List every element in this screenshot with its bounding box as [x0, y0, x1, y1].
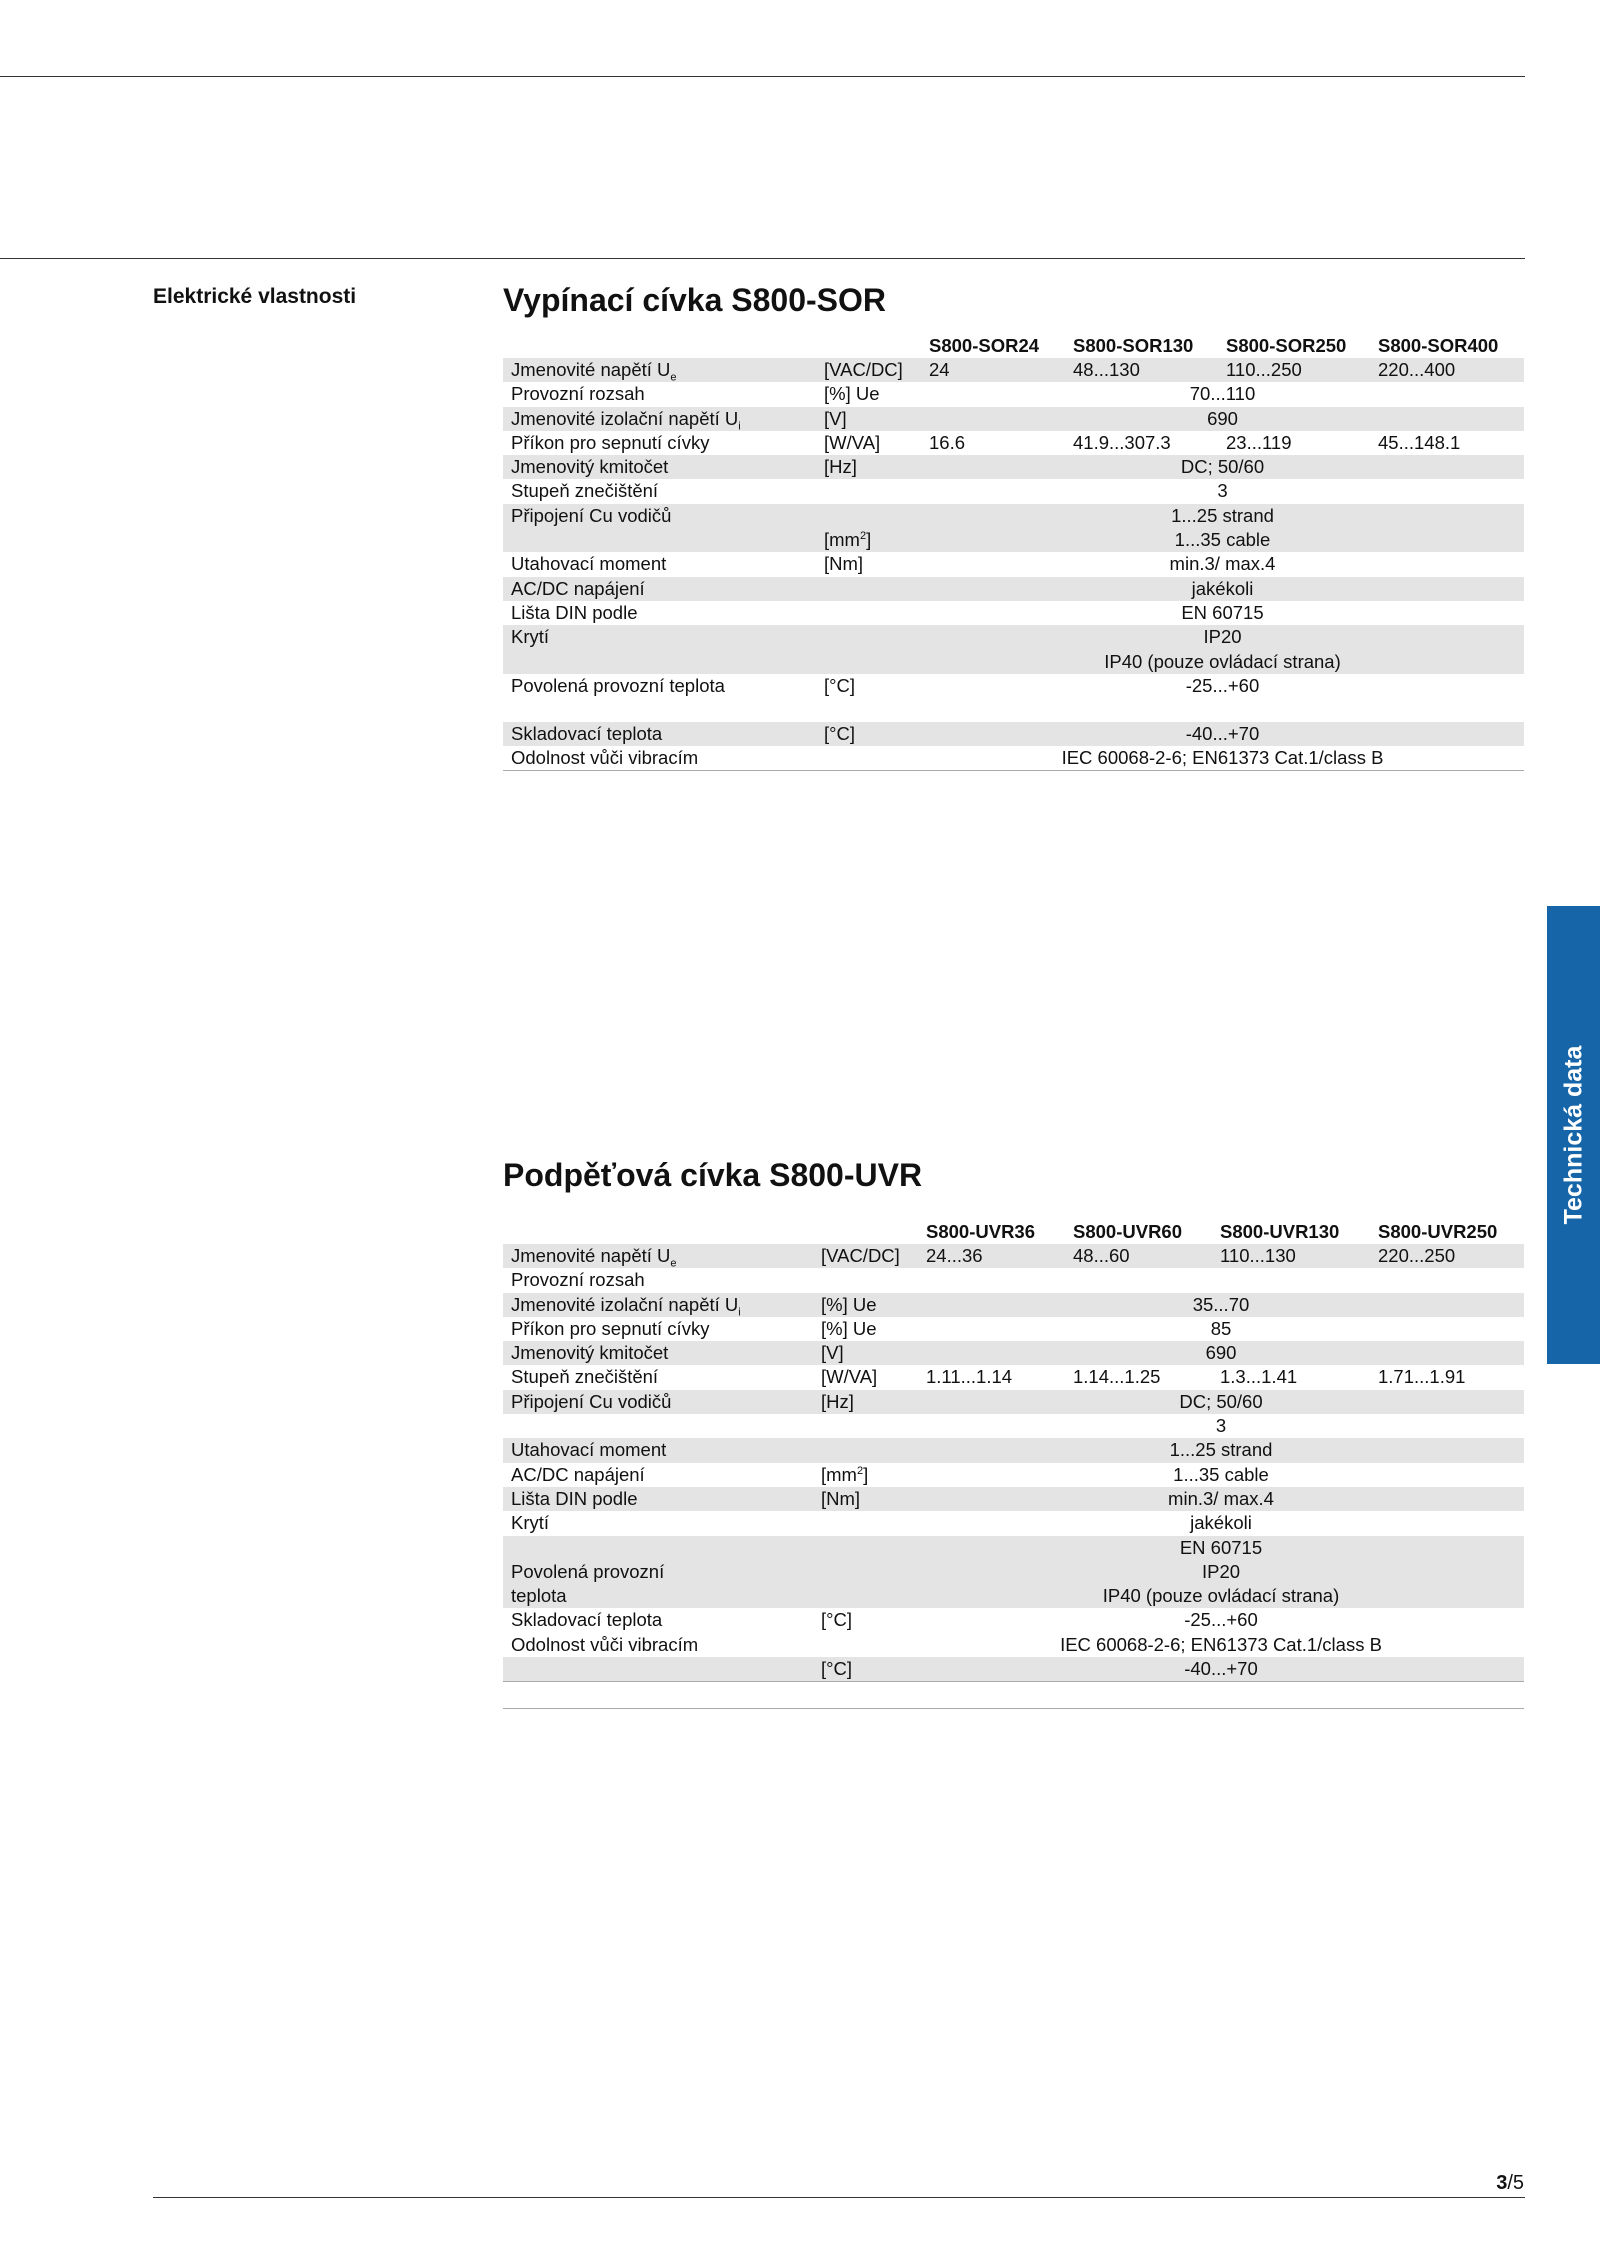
parameter-name: Jmenovité napětí $U_e$	[503, 1244, 813, 1268]
value-cell: 1...35 cable	[1173, 1463, 1269, 1485]
unit-cell	[816, 577, 921, 601]
parameter-name: Stupeň znečištění	[511, 480, 659, 502]
parameter-name: Utahovací moment	[503, 1438, 813, 1462]
unit-cell: [VAC/DC]	[813, 1244, 918, 1268]
unit-cell	[813, 1584, 918, 1608]
column-header: S800-SOR250	[1226, 335, 1347, 356]
top-rule	[0, 76, 1525, 77]
sor-spec-table	[503, 334, 1524, 771]
unit-cell	[816, 650, 921, 674]
value-cell: IP20	[918, 1560, 1524, 1584]
value-cell: 35...70	[918, 1293, 1524, 1317]
value-cell: -25...+60	[1184, 1609, 1258, 1631]
unit-cell: [W/VA]	[824, 431, 881, 453]
value-cell: IEC 60068-2-6; EN61373 Cat.1/class B	[921, 746, 1524, 771]
unit-cell: [Hz]	[816, 455, 921, 479]
value-cell: 48...130	[1065, 358, 1218, 382]
parameter-name: Utahovací moment	[511, 553, 667, 575]
value-cell: 1.14...1.25	[1073, 1366, 1161, 1388]
value-cell: 110...130	[1212, 1244, 1370, 1268]
unit-cell	[813, 1268, 918, 1292]
unit-cell	[816, 504, 921, 528]
unit-cell: [°C]	[821, 1609, 853, 1631]
value-cell: IP40 (pouze ovládací strana)	[918, 1584, 1524, 1608]
table-row	[503, 552, 1524, 576]
table-row	[503, 1317, 1524, 1341]
table1-title: Vypínací cívka S800-SOR	[503, 282, 887, 318]
value-cell: 1...25 strand	[918, 1438, 1524, 1462]
parameter-name	[503, 1657, 813, 1682]
table-row	[503, 407, 1524, 431]
unit-cell: [V]	[813, 1341, 918, 1365]
table-row	[503, 746, 1524, 771]
unit-cell	[813, 1633, 918, 1657]
table-row	[503, 1657, 1524, 1682]
table-row	[503, 528, 1524, 552]
value-cell: jakékoli	[921, 577, 1524, 601]
value-cell: 41.9...307.3	[1073, 431, 1171, 453]
unit-cell	[813, 1414, 918, 1438]
value-cell: 690	[921, 407, 1524, 431]
unit-cell: [W/VA]	[821, 1366, 878, 1388]
table-row	[503, 722, 1524, 746]
uvr-spec-table	[503, 1220, 1524, 1682]
unit-cell: $[mm^2]$	[816, 528, 921, 552]
side-tab-label: Technická data	[1559, 1045, 1587, 1225]
value-cell: -25...+60	[1185, 674, 1260, 696]
parameter-name: Povolená provozní teplota	[511, 674, 725, 696]
table-row	[503, 1463, 1524, 1487]
column-header: S800-UVR36	[926, 1221, 1036, 1242]
table-row	[503, 382, 1524, 406]
unit-cell: [°C]	[824, 674, 856, 696]
parameter-name: teplota	[503, 1584, 813, 1608]
parameter-name: Jmenovité izolační napětí $U_i$	[503, 407, 816, 431]
parameter-name: AC/DC napájení	[503, 577, 816, 601]
value-cell: DC; 50/60	[921, 455, 1524, 479]
parameter-name	[503, 528, 816, 552]
unit-cell: [°C]	[816, 722, 921, 746]
unit-cell	[816, 625, 921, 649]
value-cell: 3	[1215, 1415, 1227, 1437]
unit-cell: [%] Ue	[813, 1293, 918, 1317]
unit-cell: [Hz]	[813, 1390, 918, 1414]
unit-cell: [Nm]	[813, 1487, 918, 1511]
column-header: S800-SOR24	[929, 335, 1040, 356]
unit-cell	[813, 1511, 918, 1535]
table-row	[503, 1365, 1524, 1389]
value-cell: 1.11...1.14	[926, 1366, 1013, 1388]
section-label: Elektrické vlastnosti	[153, 285, 357, 308]
side-tab[interactable]	[1547, 906, 1600, 1364]
parameter-name: Příkon pro sepnutí cívky	[511, 1317, 710, 1339]
parameter-name: Provozní rozsah	[511, 1269, 645, 1291]
unit-cell: $[mm^2]$	[821, 1463, 869, 1485]
table-row	[503, 1584, 1524, 1608]
table-row	[503, 1390, 1524, 1414]
parameter-name: Lišta DIN podle	[511, 601, 638, 623]
parameter-name	[503, 1536, 813, 1560]
unit-cell	[813, 1438, 918, 1462]
parameter-name: Krytí	[503, 625, 816, 649]
table-row	[503, 1560, 1524, 1584]
parameter-name: Skladovací teplota	[511, 1609, 663, 1631]
parameter-name: Jmenovitý kmitočet	[503, 1341, 813, 1365]
unit-cell: [V]	[816, 407, 921, 431]
value-cell: -40...+70	[918, 1657, 1524, 1682]
section-rule	[0, 258, 1525, 259]
parameter-name: Povolená provozní	[503, 1560, 813, 1584]
value-cell: 1...25 strand	[921, 504, 1524, 528]
parameter-name: Stupeň znečištění	[511, 1366, 659, 1388]
table-row	[503, 1438, 1524, 1462]
value-cell: min.3/ max.4	[1169, 553, 1276, 575]
parameter-name: Skladovací teplota	[503, 722, 816, 746]
value-cell: 45...148.1	[1378, 431, 1461, 453]
table-header-row	[503, 1220, 1524, 1244]
table-row	[503, 577, 1524, 601]
value-cell: min.3/ max.4	[918, 1487, 1524, 1511]
parameter-name: Provozní rozsah	[511, 383, 645, 405]
value-cell: EN 60715	[1181, 601, 1264, 623]
value-cell: 110...250	[1218, 358, 1370, 382]
value-cell: -40...+70	[921, 722, 1524, 746]
unit-cell: [Nm]	[824, 553, 864, 575]
parameter-name: Odolnost vůči vibracím	[503, 746, 816, 771]
table-row	[503, 504, 1524, 528]
table-row	[503, 1414, 1524, 1438]
value-cell: IP40 (pouze ovládací strana)	[921, 650, 1524, 674]
value-cell: EN 60715	[918, 1536, 1524, 1560]
value-cell: 3	[1217, 480, 1228, 502]
column-header: S800-SOR130	[1073, 335, 1194, 356]
value-cell: 1.3...1.41	[1220, 1366, 1298, 1388]
table2-title: Podpěťová cívka S800-UVR	[503, 1157, 923, 1193]
value-cell: 23...119	[1226, 431, 1292, 453]
unit-cell	[813, 1536, 918, 1560]
table-row	[503, 601, 1524, 625]
parameter-name: AC/DC napájení	[511, 1463, 645, 1485]
value-cell: DC; 50/60	[918, 1390, 1524, 1414]
table-row	[503, 1244, 1524, 1268]
value-cell: 70...110	[1189, 383, 1256, 405]
unit-cell: [%] Ue	[824, 383, 880, 405]
parameter-name: Lišta DIN podle	[503, 1487, 813, 1511]
parameter-name: Připojení Cu vodičů	[503, 504, 816, 528]
table-row	[503, 1487, 1524, 1511]
table-row	[503, 431, 1524, 455]
column-header: S800-SOR400	[1378, 335, 1499, 356]
parameter-name: Jmenovité napětí $U_e$	[503, 358, 816, 382]
table-row	[503, 650, 1524, 674]
unit-cell	[813, 1560, 918, 1584]
value-cell: 24...36	[918, 1244, 1065, 1268]
table-header-row	[503, 334, 1524, 358]
value-cell: 220...250	[1370, 1244, 1524, 1268]
value-cell: 24	[921, 358, 1065, 382]
table-row	[503, 625, 1524, 649]
parameter-name	[503, 650, 816, 674]
unit-cell: [VAC/DC]	[816, 358, 921, 382]
value-cell: 85	[1210, 1317, 1232, 1339]
value-cell: 1.71...1.91	[1378, 1366, 1466, 1388]
table-row	[503, 1268, 1524, 1292]
value-cell: IP20	[921, 625, 1524, 649]
unit-cell	[816, 601, 921, 625]
value-cell: 690	[918, 1341, 1524, 1365]
value-cell: 220...400	[1370, 358, 1524, 382]
unit-cell: [°C]	[813, 1657, 918, 1682]
column-header: S800-UVR250	[1378, 1221, 1498, 1242]
table-row	[503, 674, 1524, 722]
table-row	[503, 1511, 1524, 1535]
table-row	[503, 1633, 1524, 1657]
table-row	[503, 1341, 1524, 1365]
value-cell: 16.6	[929, 431, 966, 453]
value-cell: 1...35 cable	[921, 528, 1524, 552]
parameter-name: Odolnost vůči vibracím	[511, 1633, 699, 1655]
parameter-name: Jmenovité izolační napětí $U_i$	[503, 1293, 813, 1317]
page-number: 3/5	[1496, 2172, 1524, 2194]
parameter-name: Připojení Cu vodičů	[503, 1390, 813, 1414]
unit-cell	[816, 479, 921, 503]
table-row	[503, 1293, 1524, 1317]
parameter-name: Jmenovitý kmitočet	[503, 455, 816, 479]
table2-bottom-rule	[503, 1708, 1524, 1709]
unit-cell: [%] Ue	[821, 1317, 877, 1339]
unit-cell	[816, 746, 921, 771]
table-row	[503, 358, 1524, 382]
column-header: S800-UVR130	[1220, 1221, 1340, 1242]
table-row	[503, 455, 1524, 479]
value-cell: jakékoli	[1190, 1512, 1252, 1534]
parameter-name: Krytí	[511, 1512, 550, 1534]
table-row	[503, 1536, 1524, 1560]
parameter-name	[503, 1414, 813, 1438]
table-row	[503, 479, 1524, 503]
parameter-name: Příkon pro sepnutí cívky	[511, 431, 710, 453]
column-header: S800-UVR60	[1073, 1221, 1183, 1242]
table-row	[503, 1608, 1524, 1632]
value-cell: IEC 60068-2-6; EN61373 Cat.1/class B	[1060, 1633, 1382, 1655]
value-cell: 48...60	[1065, 1244, 1212, 1268]
bottom-rule	[153, 2197, 1525, 2198]
value-cell	[918, 1268, 1524, 1292]
